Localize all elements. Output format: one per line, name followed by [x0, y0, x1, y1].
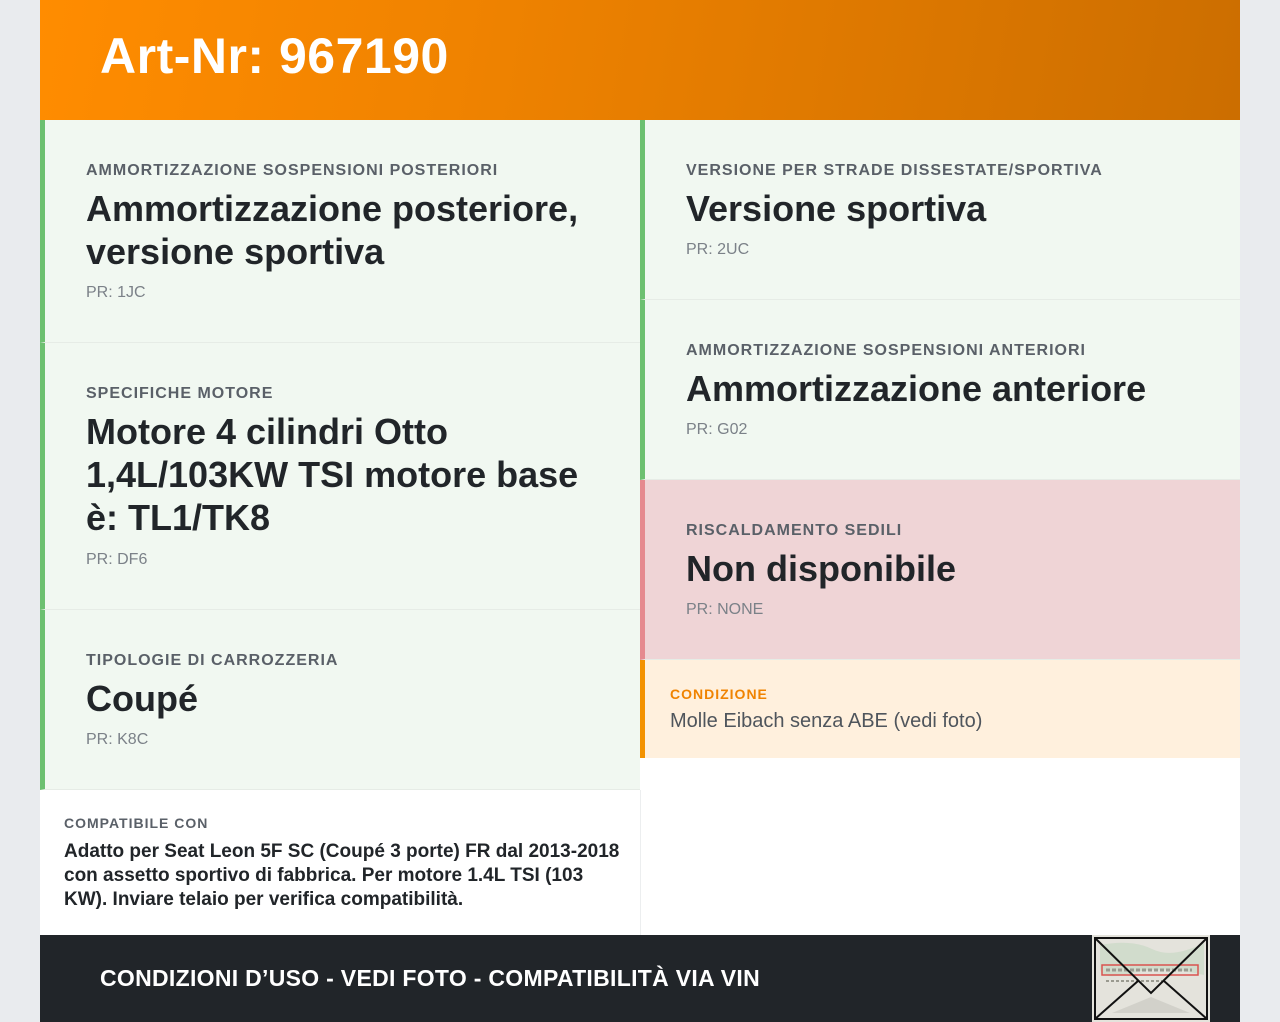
compatibility-text: Adatto per Seat Leon 5F SC (Coupé 3 porte) FR dal 2013-2018 con assetto sportivo di fabbrica. Per motore 1.4L TSI (103 KW). Inviare telaio per verifica compatibilità. [64, 841, 620, 910]
condition-text: Molle Eibach senza ABE (vedi foto) [670, 710, 983, 732]
spec-label: RISCALDAMENTO SEDILI [686, 522, 903, 539]
spec-value: Versione sportiva [686, 188, 987, 229]
spec-label: SPECIFICHE MOTORE [86, 385, 274, 402]
spec-value: Ammortizzazione anteriore [686, 368, 1147, 409]
condition-note [640, 660, 1240, 758]
spec-card-sport-version [640, 120, 1240, 300]
spec-value: Coupé [86, 678, 198, 719]
article-number-title: Art-Nr: 967190 [100, 28, 449, 84]
spec-label: AMMORTIZZAZIONE SOSPENSIONI ANTERIORI [686, 342, 1086, 359]
spec-code: PR: NONE [686, 601, 764, 618]
spec-label: VERSIONE PER STRADE DISSESTATE/SPORTIVA [686, 162, 1103, 179]
header-banner [40, 0, 1240, 120]
spec-code: PR: DF6 [86, 551, 148, 568]
footer-bar [40, 935, 1240, 1022]
spec-sheet [40, 0, 1240, 1022]
spec-value: Ammortizzazione posteriore, versione sportiva [86, 188, 579, 272]
spec-label: TIPOLOGIE DI CARROZZERIA [86, 652, 339, 669]
spec-card-front-damping [640, 300, 1240, 480]
spec-code: PR: G02 [686, 421, 748, 438]
compatibility-label: COMPATIBILE CON [64, 815, 209, 831]
compatibility-section [40, 790, 641, 935]
spec-code: PR: 1JC [86, 284, 146, 301]
spec-code: PR: 2UC [686, 241, 750, 258]
spec-value: Motore 4 cilindri Otto 1,4L/103KW TSI motore base è: TL1/TK8 [86, 411, 579, 538]
spec-code: PR: K8C [86, 731, 149, 748]
spec-label: AMMORTIZZAZIONE SOSPENSIONI POSTERIORI [86, 162, 499, 179]
spec-card-seat-heating [640, 480, 1240, 660]
envelope-photo-thumbnail-icon[interactable] [1092, 935, 1210, 1022]
spec-card-engine [40, 343, 640, 610]
spec-card-body-type [40, 610, 640, 790]
spec-card-rear-damping [40, 120, 640, 343]
spec-value: Non disponibile [686, 548, 956, 589]
footer-text: CONDIZIONI D’USO - VEDI FOTO - COMPATIBILITÀ VIA VIN [100, 965, 761, 991]
condition-label: CONDIZIONE [670, 686, 768, 702]
